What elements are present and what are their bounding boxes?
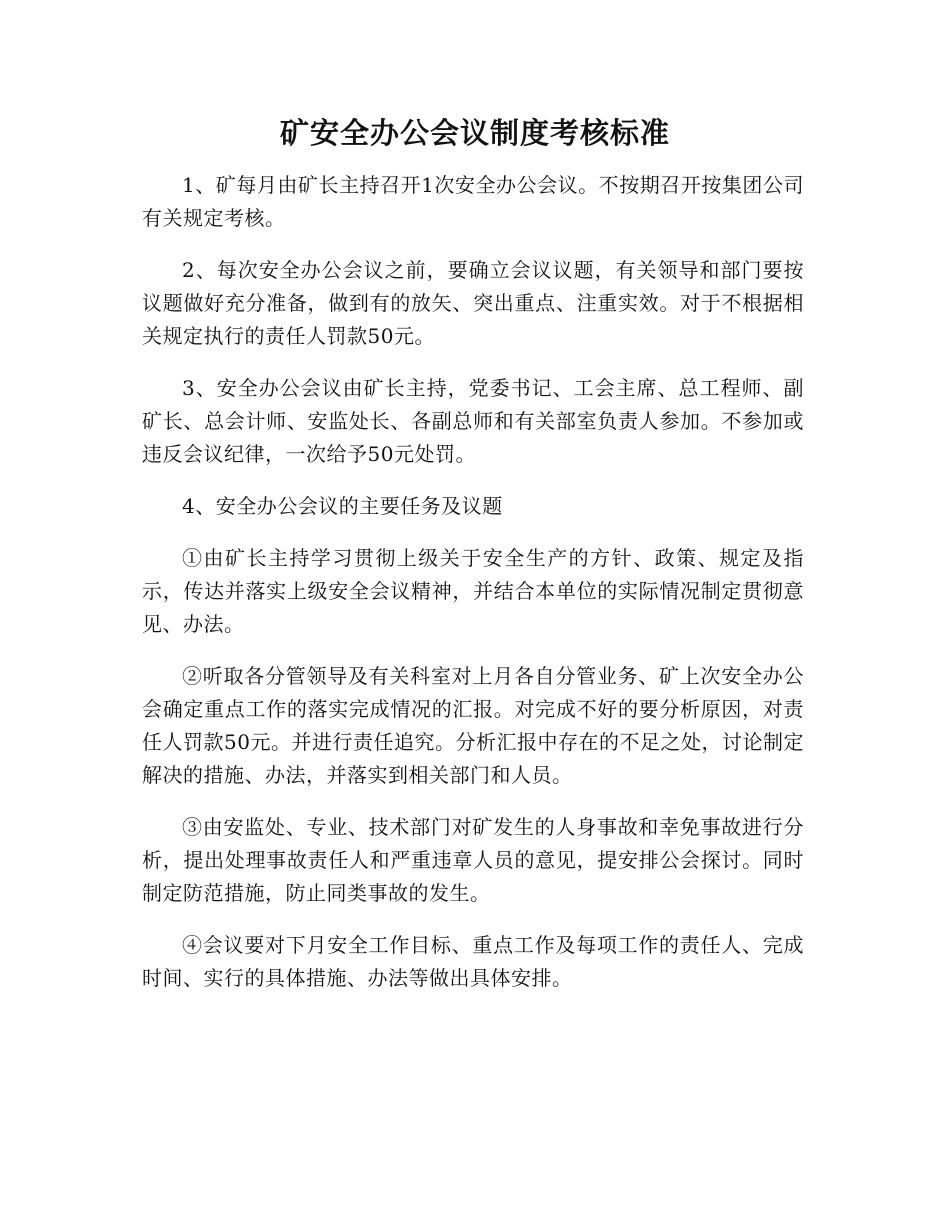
paragraph-6: ②听取各分管领导及有关科室对上月各自分管业务、矿上次安全办公会确定重点工作的落实完成情况的汇报。对完成不好的要分析原因，对责任人罚款50元。并进行责任追究。分析汇报中存在的不足之处，讨论制定解决的措施、办法，并落实到相关部门和人员。 — [142, 664, 804, 787]
paragraph-2: 2、每次安全办公会议之前，要确立会议议题，有关领导和部门要按议题做好充分准备，做到有的放矢、突出重点、注重实效。对于不根据相关规定执行的责任人罚款50元。 — [142, 258, 804, 348]
paragraph-5: ①由矿长主持学习贯彻上级关于安全生产的方针、政策、规定及指示，传达并落实上级安全会议精神，并结合本单位的实际情况制定贯彻意见、办法。 — [142, 546, 804, 636]
paragraph-4: 4、安全办公会议的主要任务及议题 — [182, 494, 503, 518]
paragraph-3: 3、安全办公会议由矿长主持，党委书记、工会主席、总工程师、副矿长、总会计师、安监处长、各副总师和有关部室负责人参加。不参加或违反会议纪律，一次给予50元处罚。 — [142, 376, 804, 466]
paragraph-1: 1、矿每月由矿长主持召开1次安全办公会议。不按期召开按集团公司有关规定考核。 — [142, 173, 804, 230]
paragraph-7: ③由安监处、专业、技术部门对矿发生的人身事故和幸免事故进行分析，提出处理事故责任人和严重违章人员的意见，提安排公会探讨。同时制定防范措施，防止同类事故的发生。 — [142, 815, 804, 905]
document-title: 矿安全办公会议制度考核标准 — [279, 116, 670, 150]
document-body — [142, 169, 804, 1014]
paragraph-8: ④会议要对下月安全工作目标、重点工作及每项工作的责任人、完成时间、实行的具体措施、办法等做出具体安排。 — [142, 933, 804, 990]
